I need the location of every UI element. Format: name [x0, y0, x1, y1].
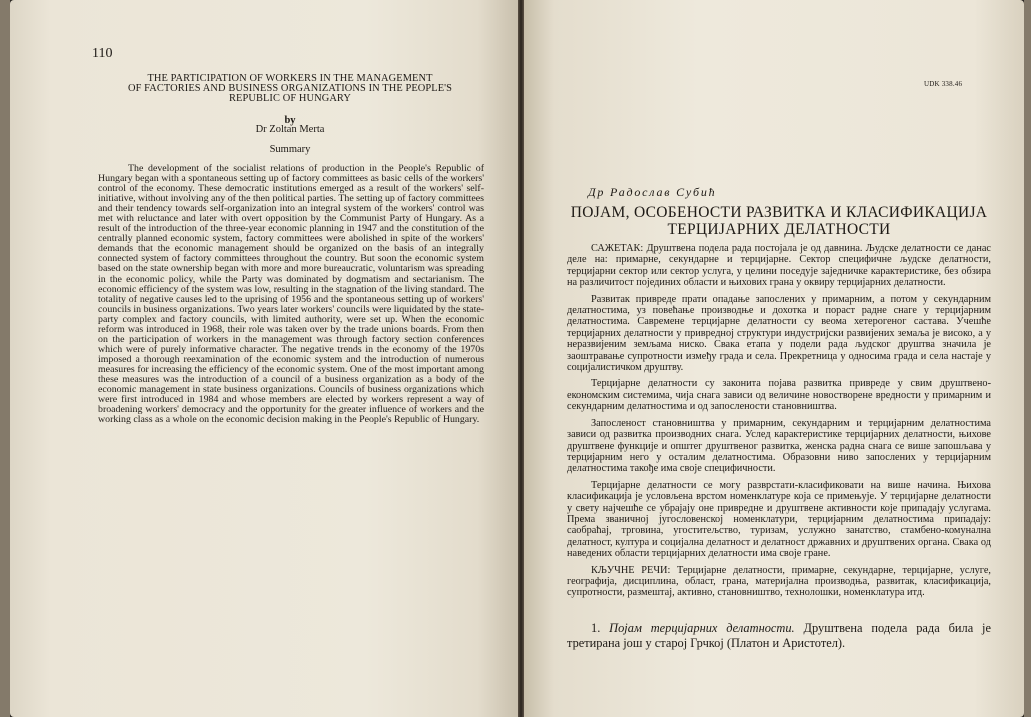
section-title: Појам терцијарних делатности. — [609, 621, 795, 635]
left-page — [10, 0, 518, 717]
summary-heading: Summary — [269, 144, 311, 155]
abstract-body — [567, 243, 991, 604]
title-line: REPUBLIC OF HUNGARY — [229, 93, 351, 104]
section-text: Друштвена подела рада била је третирана још у старој Грчкој (Платон и Аристотел). — [567, 621, 991, 650]
article-title-english — [100, 74, 480, 104]
page-number: 110 — [92, 46, 113, 61]
section-paragraph — [567, 621, 991, 651]
by-label: by — [284, 115, 296, 126]
book-edge-left — [0, 0, 10, 717]
title-line: OF FACTORIES AND BUSINESS ORGANIZATIONS IN THE PEOPLE'S — [127, 83, 453, 94]
right-page — [524, 0, 1024, 717]
title-line: THE PARTICIPATION OF WORKERS IN THE MANAGEMENT — [147, 73, 433, 84]
body-paragraph: Запосленост становништва у примарним, секундарним и терцијарним делатностима зависи од развитка производних снага. Услед карактеристике терцијарних делатности, њихове друштвене функције и општег друштвеног развитка, женска радна снага се више запошљава у терцијарним него у осталим делатностима. Образовни ниво запослених у терцијарним делатностима такође има своје специфичности. — [567, 417, 991, 475]
body-paragraph: Терцијарне делатности се могу разврстати-класификовати на више начина. Њихова класификација је условљена врстом номенклатуре која се примењује. У терцијарне делатности у свету најчешће се убрајају оне привредне и друштвене активности које припадају услугама. Према званичној југословенској номенклатури, терцијарним делатностима припадају: саобраћај, трговина, угоститељство, туризам, услужно занатство, стамбено-комунална делатност, култура и социјална делатност и делатност државних и друштвених органа. Свака од наведених области терцијарних делатности има своје гране. — [567, 479, 991, 560]
author-name: Др Радослав Субић — [588, 185, 717, 199]
keywords-paragraph: КЉУЧНЕ РЕЧИ: Терцијарне делатности, примарне, секундарне, терцијарне, услуге, географија, дисциплина, област, грана, материјална производња, развитак, класификација, супротности, размештај, активно, становништво, технолошки, номенклатура итд. — [567, 564, 991, 599]
body-paragraph: Терцијарне делатности су законита појава развитка привреде у свим друштвено-економским системима, чија снага зависи од величине новостворене вредности у примарним и секундарним делатностима и од запослености становништва. — [567, 378, 991, 413]
abstract-paragraph: САЖЕТАК: Друштвена подела рада постојала је од давнина. Људске делатности се данас деле на: примарне, секундарне и терцијарне. Сектор специфичне људске делатности, терцијарни сектор или сектор услуга, у целини поседује заједничке карактеристике, без обзира на различитост појединих области и њихових грана у оквиру терцијарних делатности. — [567, 243, 991, 289]
section-number: 1. — [591, 621, 601, 635]
udk-code: UDK 338.46 — [924, 80, 963, 88]
article-title — [564, 205, 994, 238]
author-name: Dr Zoltan Merta — [255, 124, 325, 135]
title-line: ПОЈАМ, ОСОБЕНОСТИ РАЗВИТКА И КЛАСИФИКАЦИЈА — [570, 204, 988, 221]
summary-text: The development of the socialist relations of production in the People's Republic of Hungary began with a spontaneous setting up of factory committees as basic cells of the workers' control of the economy. These democratic institutions emerged as a result of the workers' self-initiative, without involving any of the then political parties. The setting up of factory committees and their tendency towards self-organization into an integral system of the workers' control was met with reluctance and later with overt opposition by the Communist Party of Hungary. As a result of the introduction of the three-year economic planning in 1947 and the constitution of the centrally planned economic system, factory committees were abolished in spite of the workers' demands that the economic management should be organized on the basis of an integrally connected system of factory committees throughout the country. But soon the economic system based on the state ownership began with more and more bureaucratic, voluntarism was spreading in the economic policy, while the Party was dominated by dogmatism and sectarianism. The economic efficiency of the system was low, resulting in the stagnation of the living standard. The totality of negative causes led to the uprising of 1956 and the spontaneous setting up of workers' councils in business organizations. Two years later workers' councils were liquidated by the state-party complex and factory councils, with limited authority, were set up. When the economic reform was introduced in 1968, their role was taken over by the trade unions boards. From then on the participation of workers in the management was through factory section conferences which were of purely informative character. The negative trends in the economy of the 1970s imposed a thorough reexamination of the economic system and the introduction of numerous measures for increasing the efficiency of the economic system. One of the most important among these measures was the introduction of a council of a business organization as a body of the economic management in state business organizations. Councils of business organizations which were first introduced in 1984 and whose members are elected by workers represent a way of broadening workers' democracy and the opportunity for the greater influence of workers and the working class as a whole on the economic decision making in the People's Republic of Hungary. — [98, 163, 484, 426]
book-edge-right — [1024, 0, 1031, 717]
title-line: ТЕРЦИЈАРНИХ ДЕЛАТНОСТИ — [667, 220, 891, 238]
body-paragraph: Развитак привреде прати опадање запослених у примарним, а потом у секундарним делатностима, уз повећање производње и дохотка и пораст радне снаге у терцијарним делатностима. Савремене терцијарне делатности су веома хетерогеног састава. Учешће терцијарних делатности у привредној структури индустријски развијених земаља је високо, а у неразвијеним земљама ниско. Свака етапа у подели рада људског друштва значила је заоштравање супротности између града и села. Прекретница у односима града и села настаје у социјалистичком друштву. — [567, 293, 991, 374]
